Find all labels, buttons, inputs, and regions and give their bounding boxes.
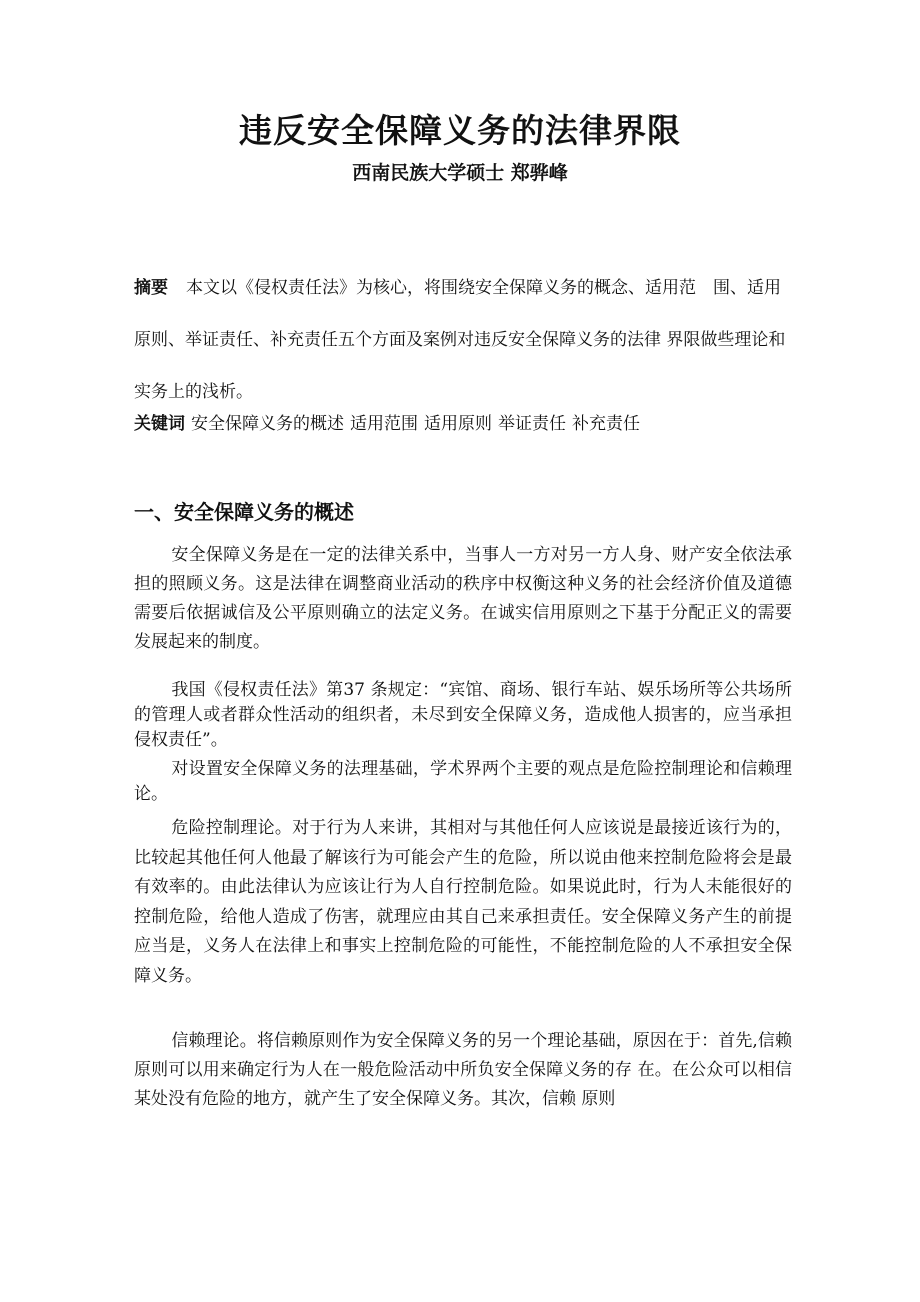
document-title: 违反安全保障义务的法律界限 bbox=[239, 111, 681, 151]
keyword: 补充责任 bbox=[572, 414, 640, 434]
abstract-text: 本文以《侵权责任法》为核心，将围绕安全保障义务的概念、适用范 围、适用原则、举证责任、补充责任五个方面及案例对违反安全保障义务的法律 界限做些理论和实务上的浅析。 bbox=[134, 278, 786, 402]
body-paragraph: 我国《侵权责任法》第37 条规定：“宾馆、商场、银行车站、娱乐场所等公共场所的管理人或者群众性活动的组织者，未尽到安全保障义务，造成他人损害的，应当承担侵权责任”。 bbox=[134, 680, 792, 750]
body-paragraph: 信赖理论。将信赖原则作为安全保障义务的另一个理论基础，原因在于：首先,信赖原则可以用来确定行为人在一般危险活动中所负安全保障义务的存 在。在公众可以相信某处没有危险的地方，就产生了安全保障义务。其次，信赖 原则 bbox=[134, 1031, 792, 1109]
body-paragraph: 危险控制理论。对于行为人来讲，其相对与其他任何人应该说是最接近该行为的，比较起其他任何人他最了解该行为可能会产生的危险，所以说由他来控制危险将会是最有效率的。由此法律认为应该让行为人自行控制危险。如果说此时，行为人未能很好的控制危险，给他人造成了伤害，就理应由其自己来承担责任。安全保障义务产生的前提应当是，义务人在法律上和事实上控制危险的可能性，不能控制危险的人不承担安全保障义务。 bbox=[134, 818, 792, 986]
keyword: 安全保障义务的概述 bbox=[191, 414, 344, 434]
section-heading: 一、安全保障义务的概述 bbox=[134, 500, 354, 524]
keyword: 举证责任 bbox=[498, 414, 566, 434]
body-paragraph: 对设置安全保障义务的法理基础，学术界两个主要的观点是危险控制理论和信赖理论。 bbox=[134, 759, 792, 804]
abstract-label: 摘要 bbox=[134, 278, 168, 298]
abstract bbox=[134, 262, 794, 418]
author-line: 西南民族大学硕士 郑骅峰 bbox=[352, 162, 568, 184]
body-paragraph: 安全保障义务是在一定的法律关系中，当事人一方对另一方人身、财产安全依法承担的照顾义务。这是法律在调整商业活动的秩序中权衡这种义务的社会经济价值及道德需要后依据诚信及公平原则确立的法定义务。在诚实信用原则之下基于分配正义的需要发展起来的制度。 bbox=[134, 545, 792, 652]
keyword: 适用范围 bbox=[350, 414, 418, 434]
keywords bbox=[134, 409, 794, 439]
keyword: 适用原则 bbox=[424, 414, 492, 434]
keywords-label: 关键词 bbox=[134, 414, 185, 434]
